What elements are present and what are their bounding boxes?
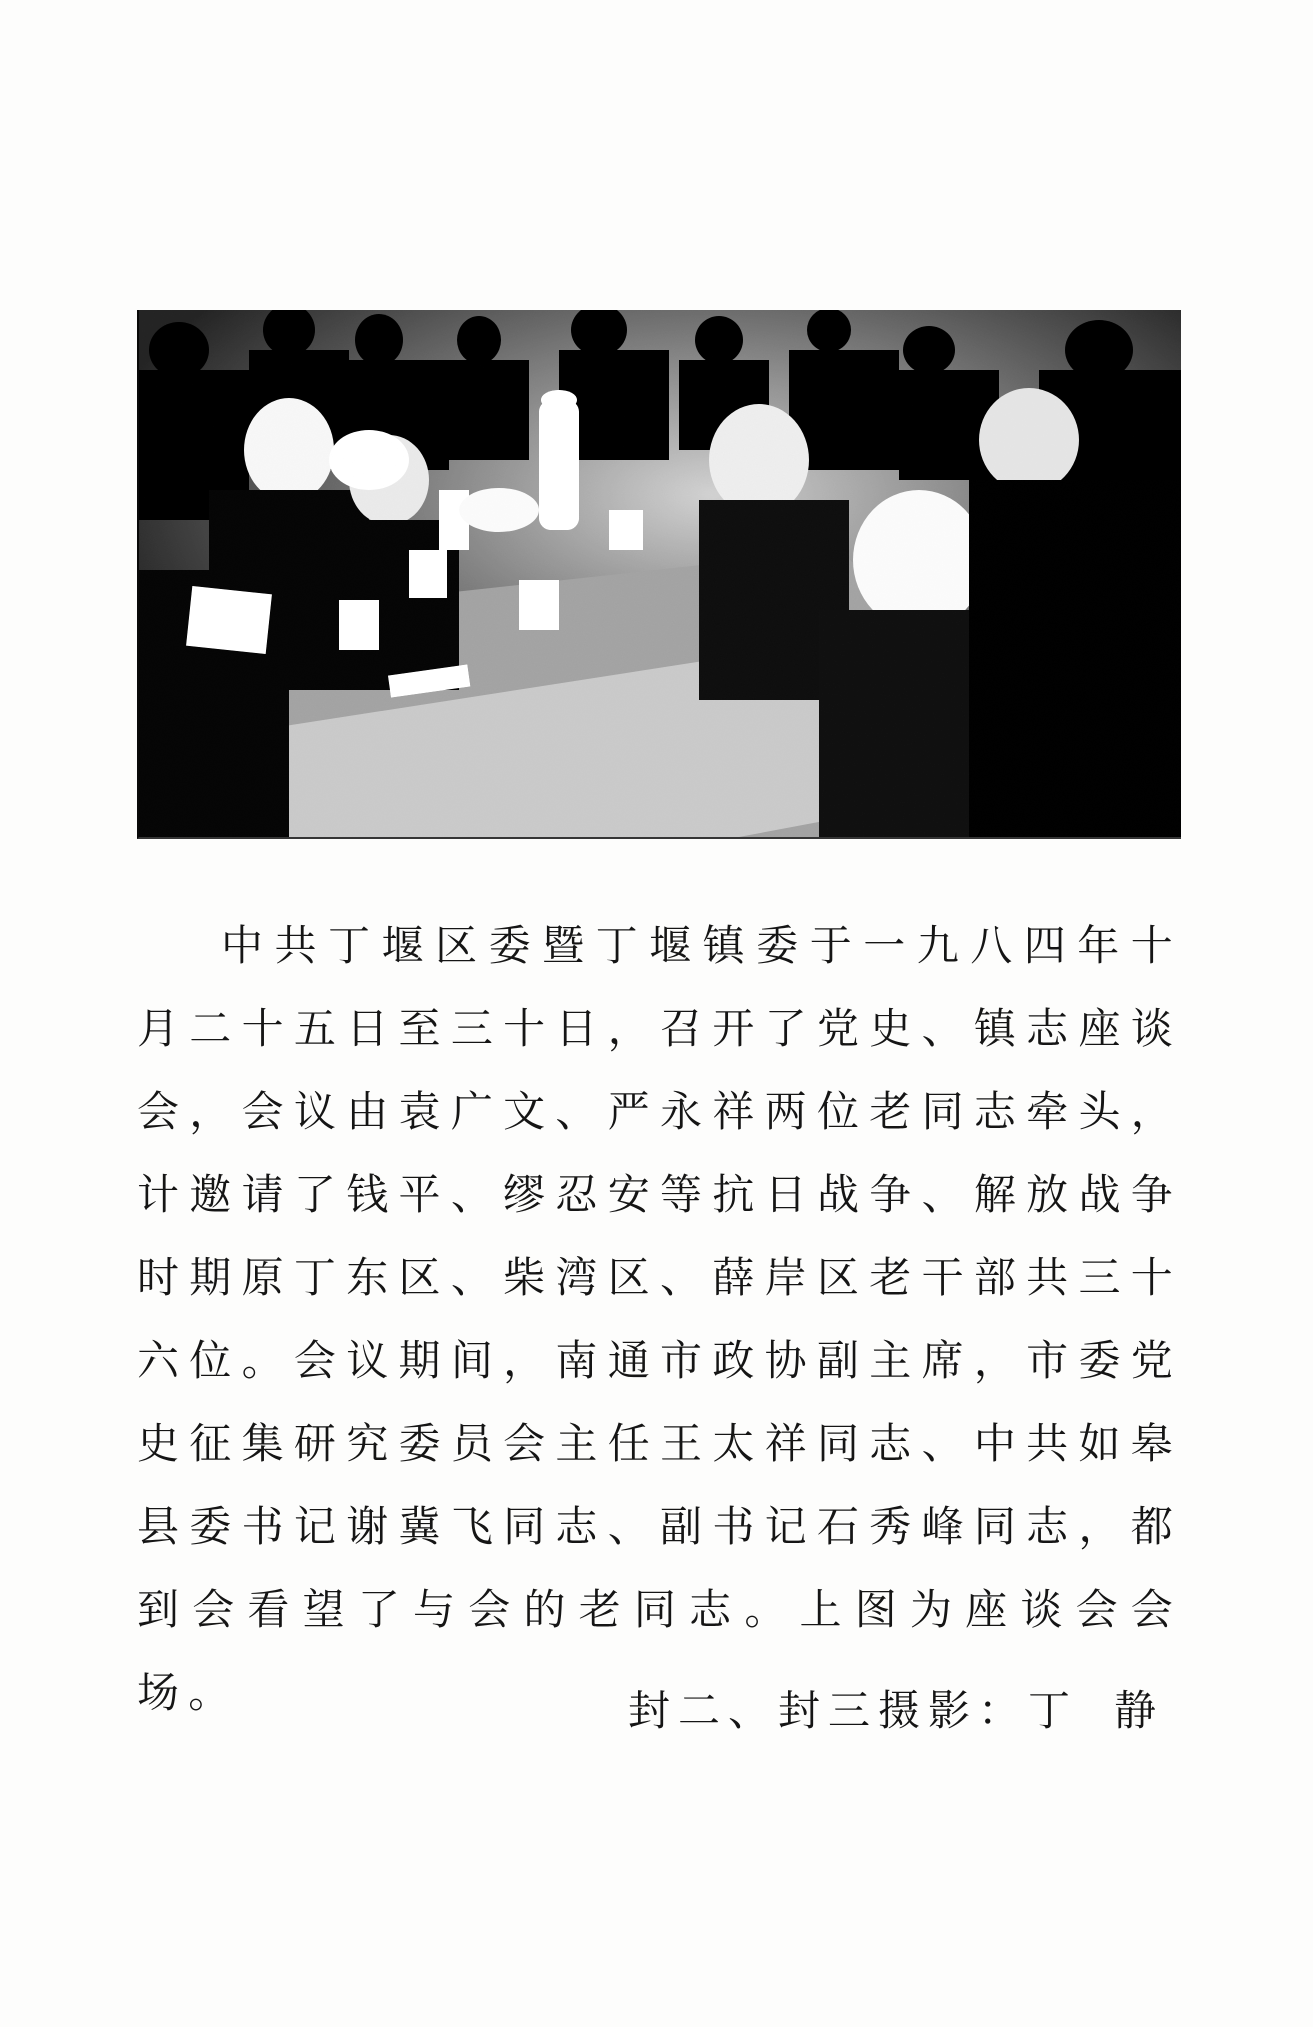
meeting-photo — [137, 310, 1181, 839]
photographer-given-name: 静 — [1114, 1686, 1165, 1735]
photo-caption: 中共丁堰区委暨丁堰镇委于一九八四年十月二十五日至三十日，召开了党史、镇志座谈会，会议由袁广文、严永祥两位老同志牵头，计邀请了钱平、缪忍安等抗日战争、解放战争时期原丁东区、柴湾区、薛岸区老干部共三十六位。会议期间，南通市政协副主席，市委党史征集研究委员会主任王太祥同志、中共如皋县委书记谢冀飞同志、副书记石秀峰同志，都到会看望了与会的老同志。上图为座谈会会场。 — [137, 921, 1182, 1717]
credit-label: 封二、封三摄影： — [628, 1686, 1029, 1735]
meeting-photo-image — [139, 310, 1181, 837]
photo-credit — [628, 1678, 1164, 1738]
photographer-surname: 丁 — [1028, 1686, 1079, 1735]
